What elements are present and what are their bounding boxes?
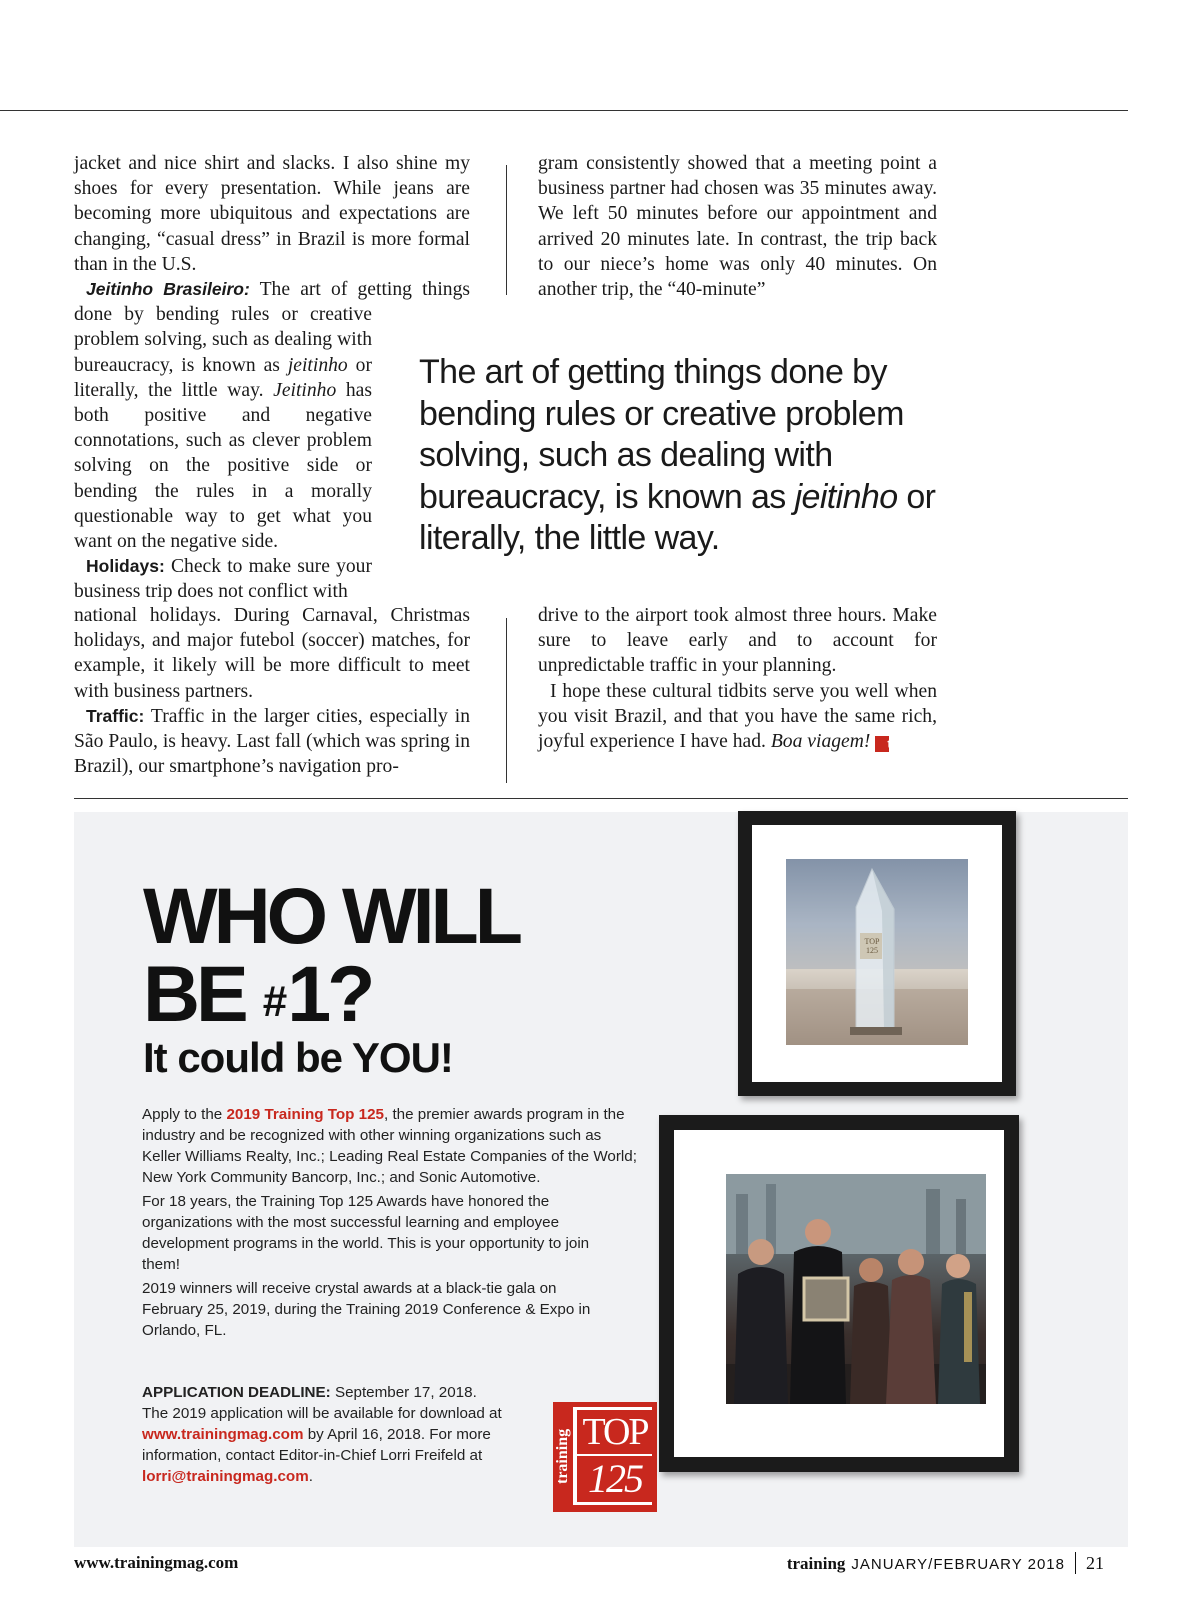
pull-quote: The art of getting things done by bending rules or creative problem solving, such as dealing with bureaucracy, is known as jeitinho or literally, the little way. — [419, 353, 936, 557]
ad-headline: WHO WILL BE #1? — [143, 871, 520, 1038]
email-link[interactable]: lorri@trainingmag.com — [142, 1468, 309, 1485]
ad-deadline: APPLICATION DEADLINE: September 17, 2018. The 2019 application will be available for download at www.trainingmag.com by April 16, 2018. For more information, contact Editor-in-Chief Lorri Freifeld at lorri@trainingmag.com. — [142, 1384, 502, 1485]
gala-image — [726, 1174, 986, 1404]
ad-subhead: It could be YOU! — [143, 1034, 453, 1081]
column-divider — [506, 618, 507, 783]
section-lead: Traffic: — [86, 705, 145, 726]
framed-trophy-photo — [738, 811, 1016, 1096]
section-rule — [74, 798, 1128, 799]
article-col2-bottom — [538, 603, 937, 754]
logo-side-text: training — [554, 1428, 571, 1484]
program-name: 2019 Training Top 125 — [226, 1106, 384, 1123]
paragraph-closing: I hope these cultural tidbits serve you well when you visit Brazil, and that you have the same rich, joyful experience I have had. Boa viagem! t — [538, 680, 937, 753]
logo-number: 125 — [577, 1456, 653, 1502]
article-col1-top — [74, 151, 470, 605]
section-lead: Holidays: — [86, 556, 165, 577]
section-lead: Jeitinho Brasileiro: — [86, 279, 250, 300]
page-number: 21 — [1086, 1553, 1104, 1573]
end-mark-icon: t — [875, 736, 889, 752]
website-link[interactable]: www.trainingmag.com — [142, 1426, 304, 1443]
top-rule — [0, 110, 1128, 111]
logo-top-text: TOP — [577, 1410, 653, 1454]
trophy-label: TOP 125 — [864, 937, 880, 955]
footer-divider — [1075, 1552, 1076, 1574]
paragraph: gram consistently showed that a meeting point a business partner had chosen was 35 minutes away. We left 50 minutes before our appointment and arrived 20 minutes late. In contrast, the trip back to our niece’s home was only 40 minutes. On another trip, the “40-minute” — [538, 153, 937, 301]
footer-website[interactable]: www.trainingmag.com — [74, 1553, 239, 1572]
ad-paragraph: 2019 winners will receive crystal awards at a black-tie gala on February 25, 2019, during the Training 2019 Conference & Expo in Orlando, FL. — [142, 1280, 591, 1339]
paragraph: drive to the airport took almost three hours. Make sure to leave early and to account for unpredictable traffic in your planning. — [538, 605, 937, 677]
advertisement — [74, 812, 1128, 1547]
framed-gala-photo — [659, 1115, 1019, 1472]
footer-brand: training — [786, 1554, 846, 1573]
footer-issue: JANUARY/FEBRUARY 2018 — [851, 1556, 1065, 1573]
article-col1-bottom — [74, 603, 470, 779]
paragraph-jeitinho: Jeitinho Brasileiro: The art of getting things done by bending rules or creative problem solving, such as dealing with bureaucracy, is known as jeitinho or literally, the little way. Jeitinho has both positive and negative connotations, such as clever problem solving on the positive side or bending the rules in a morally questionable way to get what you want on the negative side. — [74, 279, 470, 553]
training-top125-logo — [553, 1402, 657, 1512]
paragraph-holidays: Holidays: Check to make sure your business trip does not conflict with — [74, 556, 372, 603]
paragraph-traffic: Traffic: Traffic in the larger cities, especially in São Paulo, is heavy. Last fall (which was spring in Brazil), our smartphone’s navigation pro- — [74, 705, 470, 778]
award-ceremony-icon — [726, 1174, 986, 1404]
article-col2-top — [538, 151, 937, 302]
ad-paragraph: For 18 years, the Training Top 125 Awards have honored the organizations with the most successful learning and employee development programs in the world. This is your opportunity to join them! — [142, 1193, 590, 1273]
footer-folio — [787, 1552, 1104, 1574]
column-divider — [506, 165, 507, 295]
paragraph: jacket and nice shirt and slacks. I also shine my shoes for every presentation. While jeans are becoming more ubiquitous and expectations are changing, “casual dress” in Brazil is more formal than in the U.S. — [74, 153, 470, 275]
paragraph: national holidays. During Carnaval, Christmas holidays, and major futebol (soccer) matches, for example, it likely will be more difficult to meet with business partners. — [74, 605, 470, 702]
trophy-image — [786, 859, 968, 1045]
ad-paragraph: Apply to the 2019 Training Top 125, the premier awards program in the industry and be recognized with other winning organizations such as Keller Williams Realty, Inc.; Leading Real Estate Companies of the World; New York Community Bancorp, Inc.; and Sonic Automotive. — [142, 1106, 637, 1186]
